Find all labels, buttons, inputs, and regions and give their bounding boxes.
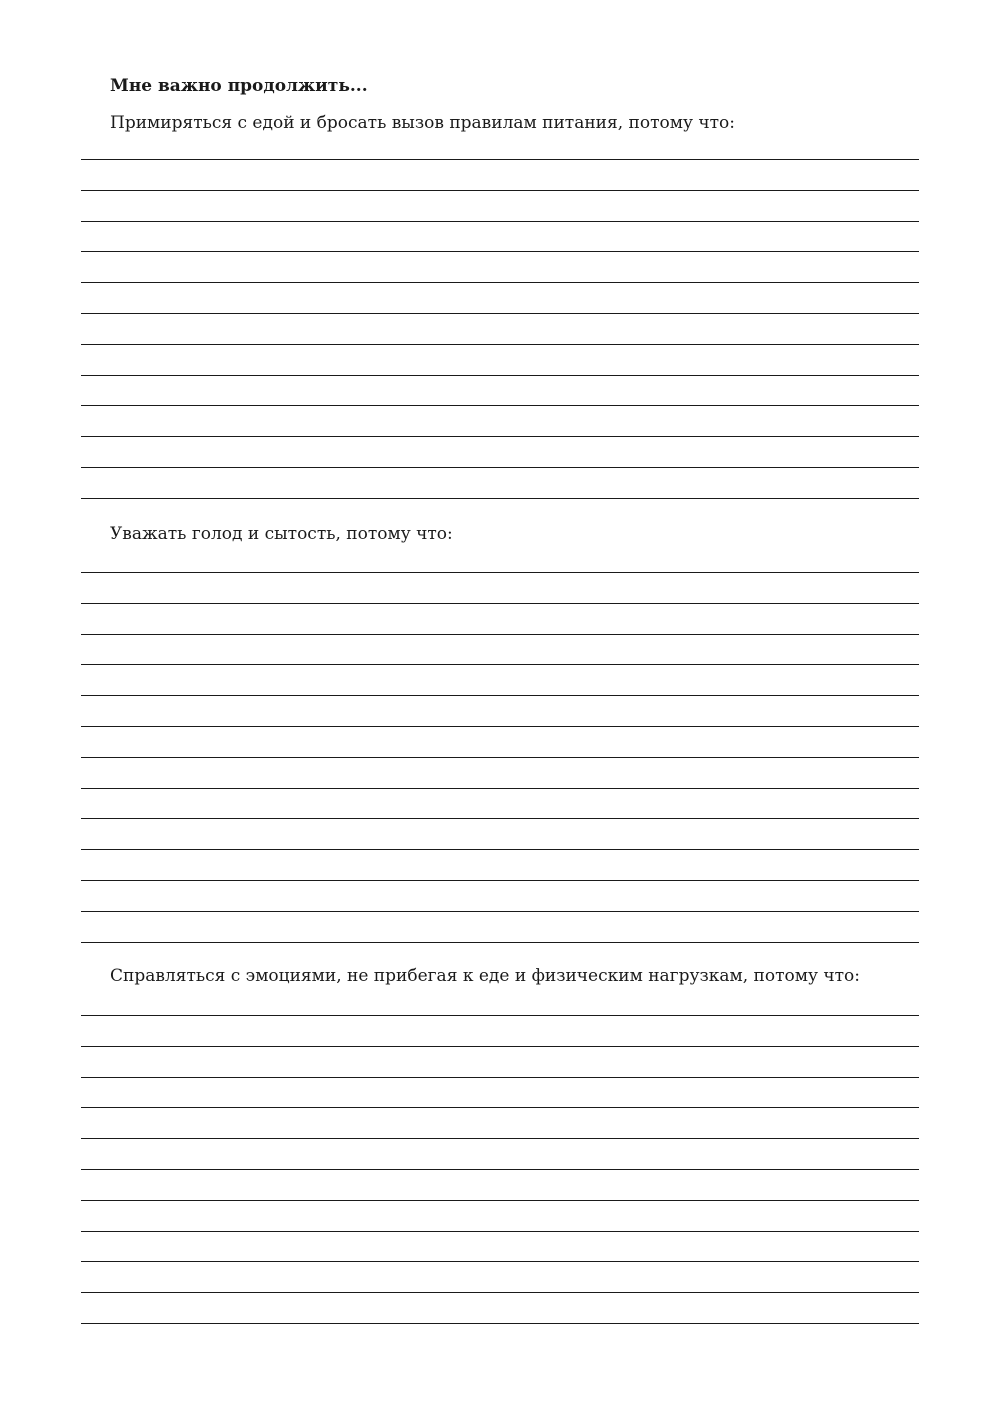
writing-line[interactable] (81, 726, 919, 727)
writing-line[interactable] (81, 1231, 919, 1232)
writing-line[interactable] (81, 221, 919, 222)
page-heading: Мне важно продолжить... (110, 76, 368, 96)
writing-line[interactable] (81, 159, 919, 160)
writing-line[interactable] (81, 1323, 919, 1324)
section-3-prompt: Справляться с эмоциями, не прибегая к еде и физическим нагрузкам, потому что: (110, 966, 860, 986)
writing-line[interactable] (81, 190, 919, 191)
writing-line[interactable] (81, 788, 919, 789)
writing-line[interactable] (81, 375, 919, 376)
writing-line[interactable] (81, 664, 919, 665)
writing-line[interactable] (81, 757, 919, 758)
writing-line[interactable] (81, 911, 919, 912)
writing-line[interactable] (81, 942, 919, 943)
writing-line[interactable] (81, 498, 919, 499)
writing-line[interactable] (81, 467, 919, 468)
writing-line[interactable] (81, 818, 919, 819)
writing-line[interactable] (81, 313, 919, 314)
writing-line[interactable] (81, 572, 919, 573)
writing-line[interactable] (81, 1261, 919, 1262)
writing-line[interactable] (81, 1046, 919, 1047)
writing-line[interactable] (81, 405, 919, 406)
writing-line[interactable] (81, 436, 919, 437)
section-2-prompt: Уважать голод и сытость, потому что: (110, 524, 453, 544)
writing-line[interactable] (81, 880, 919, 881)
writing-line[interactable] (81, 1292, 919, 1293)
writing-line[interactable] (81, 344, 919, 345)
writing-line[interactable] (81, 282, 919, 283)
writing-line[interactable] (81, 1107, 919, 1108)
writing-line[interactable] (81, 603, 919, 604)
writing-line[interactable] (81, 1169, 919, 1170)
writing-line[interactable] (81, 849, 919, 850)
writing-line[interactable] (81, 251, 919, 252)
writing-line[interactable] (81, 1138, 919, 1139)
writing-line[interactable] (81, 634, 919, 635)
writing-line[interactable] (81, 1200, 919, 1201)
writing-line[interactable] (81, 1015, 919, 1016)
writing-line[interactable] (81, 695, 919, 696)
section-1-prompt: Примиряться с едой и бросать вызов правилам питания, потому что: (110, 113, 735, 133)
writing-line[interactable] (81, 1077, 919, 1078)
